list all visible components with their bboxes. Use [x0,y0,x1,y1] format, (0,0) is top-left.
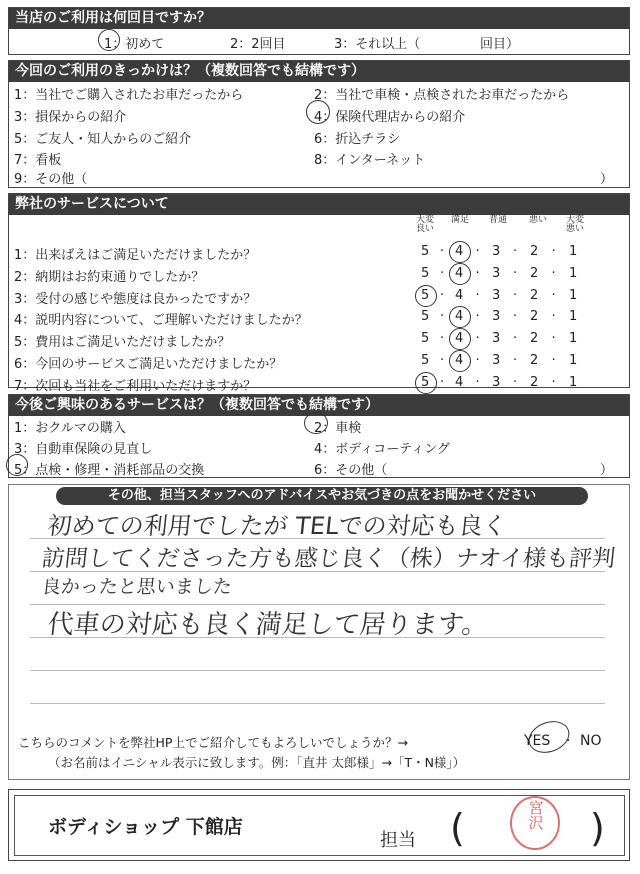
q3-q3-rating-3[interactable]: 3 [492,287,501,303]
handwritten-line-3: 良かったと思いました [40,576,234,598]
q3-q6-rating-1[interactable]: 1 [569,353,578,368]
consent-question: こちらのコメントを弊社HP上でご紹介してもよろしいでしょうか？→ [18,735,408,750]
q3-q6-selected-circle [449,350,471,372]
q3-rating-dot: · [513,331,518,347]
comments-title [56,487,588,505]
consent-note: （お名前はイニシャル表示に致します。例：「直井 太郎様」→「T・N様」） [48,755,466,770]
q3-rating-dot: · [513,374,518,390]
q3-rating-dot: · [475,353,480,368]
q1-option-3-suffix: 回目） [480,37,520,52]
q3-q2-selected-circle [449,263,471,285]
q2-item-9[interactable]: 9：その他（ [14,172,88,187]
handwritten-line-1: 初めての利用でしたが TELでの対応も良く [46,512,509,540]
q3-q7-rating-5[interactable]: 5 [421,374,430,390]
scale-header-1: 大変 悪い [565,215,584,234]
scale-header-3: 普通 [488,215,507,225]
q1-option-1[interactable]: 1：初めて [104,37,165,52]
q3-q6-rating-2[interactable]: 2 [530,353,539,368]
staff-close-paren: ) [590,806,605,850]
q3-q6-rating-4[interactable]: 4 [455,353,464,368]
staff-open-paren: ( [450,806,465,850]
q2-item-2[interactable]: 2：当社で車検・点検されたお車だったから [314,88,570,103]
q1-option-1-circle [98,29,120,51]
scale-header-2: 悪い [528,215,547,225]
q4-item-4[interactable]: 4：ボディコーティング [314,442,450,457]
q4-item-2-circle [304,412,328,434]
q3-q1-rating-3[interactable]: 3 [492,244,501,259]
q3-q4-rating-3[interactable]: 3 [492,309,501,325]
q4-item-6[interactable]: 6：その他（ [314,463,388,478]
q4-item-5[interactable]: 5：点検・修理・消耗部品の交換 [14,463,205,478]
q3-rating-dot: · [475,374,480,390]
q3-question-6: 6：今回のサービスご満足いただけましたか？ [14,357,283,372]
ruled-line [30,670,605,671]
q4-item-3[interactable]: 3：自動車保険の見直し [14,442,153,457]
q3-rating-dot: · [513,287,518,303]
q4-item-2[interactable]: 2：車検 [314,421,362,436]
scale-header-5: 大変 良い [415,215,434,234]
q3-q2-rating-2[interactable]: 2 [530,265,539,281]
q3-q6-rating-5[interactable]: 5 [421,353,430,368]
consent-yes[interactable]: YES [524,733,551,749]
q3-rating-dot: · [440,331,445,347]
q3-rating-dot: · [475,244,480,259]
q1-title: 当店のご利用は何回目ですか？ [9,8,629,29]
q3-q1-rating-2[interactable]: 2 [530,244,539,259]
q3-rating-dot: · [513,265,518,281]
q3-q5-rating-4[interactable]: 4 [455,331,464,347]
shop-name: ボディショップ 下館店 [48,816,243,838]
q3-q3-rating-1[interactable]: 1 [569,287,578,303]
q3-rating-dot: · [440,287,445,303]
q3-q6-rating-3[interactable]: 3 [492,353,501,368]
q2-item-6[interactable]: 6：折込チラシ [314,132,401,147]
consent-no[interactable]: NO [580,733,602,749]
q3-rating-dot: · [551,244,556,259]
q3-q4-rating-1[interactable]: 1 [569,309,578,325]
q2-item-9-close: ） [600,172,614,187]
q4-item-1[interactable]: 1：おクルマの購入 [14,421,126,436]
q3-q2-rating-3[interactable]: 3 [492,265,501,281]
staff-stamp-text: 宮沢 [526,800,545,830]
consent-separator: · [566,733,571,749]
q3-q7-rating-2[interactable]: 2 [530,374,539,390]
q3-rating-dot: · [513,309,518,325]
q3-q5-rating-5[interactable]: 5 [421,331,430,347]
q3-question-1: 1：出来ばえはご満足いただけましたか？ [14,248,257,263]
q3-rating-dot: · [513,353,518,368]
q2-item-8[interactable]: 8：インターネット [314,153,426,168]
staff-label: 担当 [380,830,416,851]
q1-option-2[interactable]: 2：2回目 [230,37,286,52]
q3-question-3: 3：受付の感じや態度は良かったですか？ [14,291,257,307]
q3-q5-rating-1[interactable]: 1 [569,331,578,347]
q2-item-4[interactable]: 4：保険代理店からの紹介 [314,110,466,125]
q3-rating-dot: · [475,309,480,325]
q3-q5-rating-3[interactable]: 3 [492,331,501,347]
q2-title: 今回のご利用のきっかけは？（複数回答でも結構です） [9,61,629,82]
q3-q1-rating-5[interactable]: 5 [421,244,430,259]
q3-rating-dot: · [551,309,556,325]
q3-q1-rating-4[interactable]: 4 [455,244,464,259]
q3-q3-rating-4[interactable]: 4 [455,287,464,303]
q3-question-4: 4：説明内容について、ご理解いただけましたか？ [14,313,308,329]
q4-item-6-close: ） [600,463,614,478]
q3-rating-dot: · [475,331,480,347]
q3-rating-dot: · [551,353,556,368]
q3-q2-rating-5[interactable]: 5 [421,265,430,281]
q3-q4-rating-4[interactable]: 4 [455,309,464,325]
q3-rating-dot: · [551,287,556,303]
q2-item-4-circle [306,100,330,124]
q3-rating-dot: · [551,331,556,347]
q3-question-7: 7：次回も当社をご利用いただけますか？ [14,378,257,394]
q3-rating-dot: · [440,244,445,259]
q3-rating-dot: · [475,265,480,281]
q3-question-2: 2：納期はお約束通りでしたか？ [14,269,205,285]
q2-item-3[interactable]: 3：損保からの紹介 [14,110,127,125]
q1-option-3[interactable]: 3：それ以上（ [334,37,421,52]
q3-title: 弊社のサービスについて [9,194,629,215]
handwritten-line-2: 訪問してくださった方も感じ良く（株）ナオイ様も評判 [40,546,617,572]
q3-q7-rating-3[interactable]: 3 [492,374,501,390]
q3-rating-dot: · [513,244,518,259]
q3-q1-selected-circle [449,241,471,263]
q2-item-7[interactable]: 7：看板 [14,153,62,168]
q3-rating-dot: · [551,374,556,390]
q3-q7-selected-circle [415,372,437,394]
q3-rating-dot: · [551,265,556,281]
q3-rating-dot: · [440,265,445,281]
q3-q3-rating-2[interactable]: 2 [530,287,539,303]
q3-q4-rating-5[interactable]: 5 [421,309,430,325]
q3-q2-rating-4[interactable]: 4 [455,265,464,281]
q3-q3-rating-5[interactable]: 5 [421,287,430,303]
q3-q1-rating-1[interactable]: 1 [569,244,578,259]
handwritten-line-4: 代車の対応も良く満足して居ります。 [46,610,490,640]
q3-rating-dot: · [440,353,445,368]
ruled-line [30,703,605,704]
q2-item-1[interactable]: 1：当社でご購入されたお車だったから [14,88,244,103]
comments-title-text: その他、担当スタッフへのアドバイスやお気づきの点をお聞かせください [107,488,537,503]
q3-q5-rating-2[interactable]: 2 [530,331,539,347]
q3-question-5: 5：費用はご満足いただけましたか？ [14,335,231,351]
q3-rating-dot: · [440,374,445,390]
q3-q3-selected-circle [415,285,437,307]
q3-rating-dot: · [440,309,445,325]
q2-item-5[interactable]: 5：ご友人・知人からのご紹介 [14,132,192,147]
q4-item-5-circle [6,454,28,476]
q3-q7-rating-1[interactable]: 1 [569,374,578,390]
q4-title: 今後ご興味のあるサービスは？（複数回答でも結構です） [9,395,629,416]
q3-q2-rating-1[interactable]: 1 [569,265,578,281]
scale-header-4: 満足 [450,215,469,225]
q3-rating-dot: · [475,287,480,303]
q3-q7-rating-4[interactable]: 4 [455,374,464,390]
staff-stamp [510,796,560,850]
q3-q4-rating-2[interactable]: 2 [530,309,539,325]
